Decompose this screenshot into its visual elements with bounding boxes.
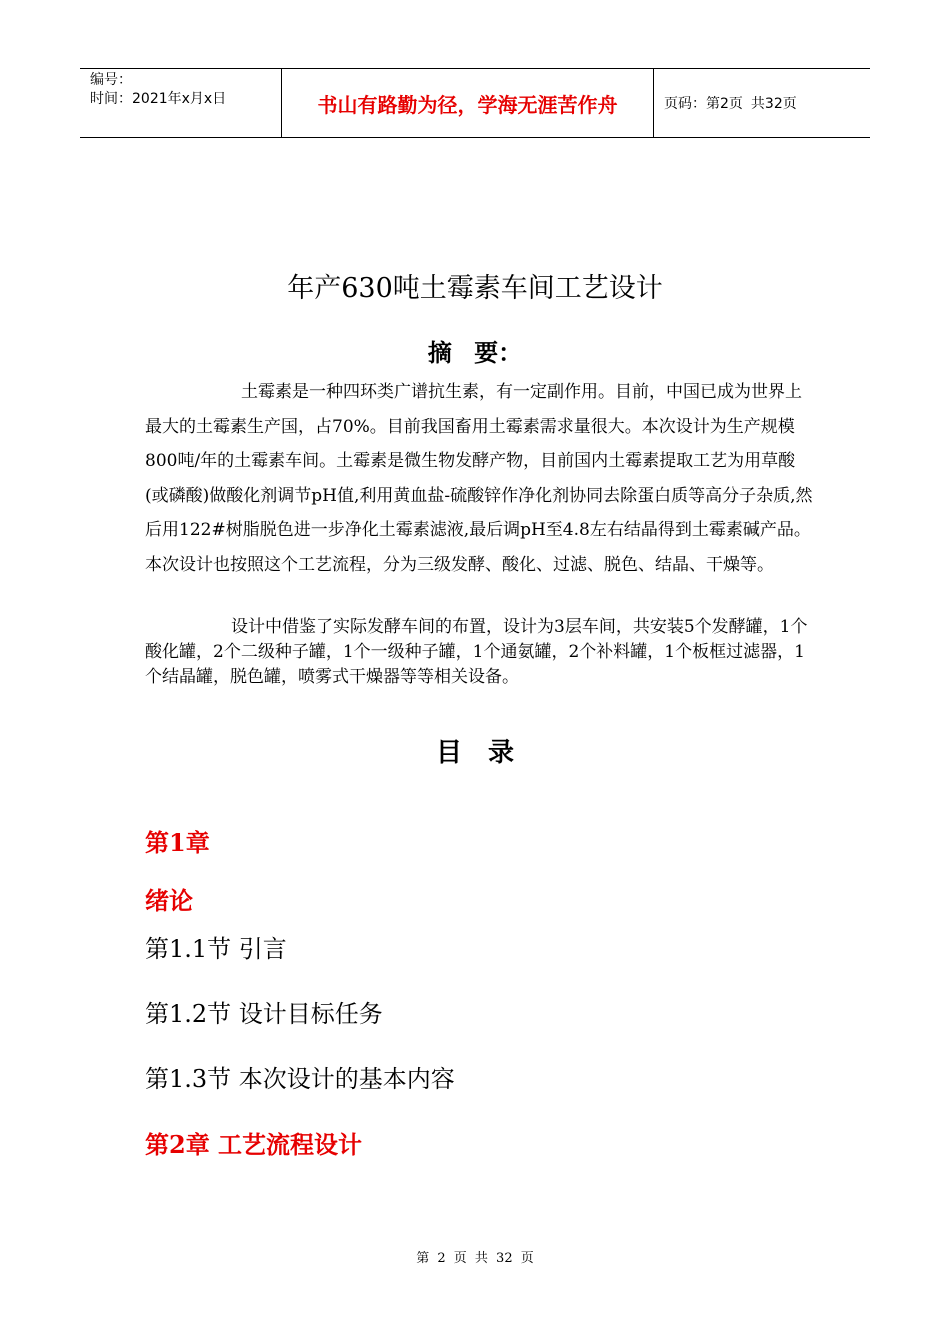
abstract-paragraph-1: 土霉素是一种四环类广谱抗生素，有一定副作用。目前，中国已成为世界上最大的土霉素生产国，占70%。目前我国畜用土霉素需求量很大。本次设计为生产规模800吨/年的土霉素车间。土霉素是微生物发酵产物，目前国内土霉素提取工艺为用草酸(或磷酸)做酸化剂调节pH值,利用黄血盐-硫酸锌作净化剂协同去除蛋白质等高分子杂质,然后用122#树脂脱色进一步净化土霉素滤液,最后调pH至4.8左右结晶得到土霉素碱产品。本次设计也按照这个工艺流程，分为三级发酵、酸化、过滤、脱色、结晶、干燥等。 [145, 382, 813, 575]
document-title: 年产630吨土霉素车间工艺设计 [287, 273, 663, 304]
toc-chapter-2[interactable]: 第2章 工艺流程设计 [145, 1130, 363, 1159]
toc-section-1-3[interactable]: 第1.3节 本次设计的基本内容 [145, 1065, 455, 1093]
toc-section-1-2[interactable]: 第1.2节 设计目标任务 [145, 1000, 383, 1028]
header-number-label: 编号： [90, 72, 132, 88]
toc-heading: 目录 [435, 738, 540, 768]
abstract-paragraph-2: 设计中借鉴了实际发酵车间的布置，设计为3层车间，共安装5个发酵罐，1个酸化罐，2个二级种子罐，1个一级种子罐，1个通氨罐，2个补料罐，1个板框过滤器，1个结晶罐，脱色罐，喷雾式干燥器等等相关设备。 [145, 617, 808, 687]
toc-section-1-1[interactable]: 第1.1节 引言 [145, 935, 287, 963]
abstract-heading: 摘 要： [427, 339, 523, 367]
header-info-cell [80, 69, 282, 137]
page-header [80, 68, 870, 138]
header-page-label: 页码：第2页 [664, 96, 743, 112]
header-total-label: 共32页 [750, 96, 797, 112]
header-time-label: 时间：2021年x月x日 [90, 91, 227, 107]
toc-chapter-1-title[interactable]: 绪论 [145, 886, 193, 915]
page-footer: 第 2 页 共 32 页 [416, 1251, 534, 1266]
header-page-cell [654, 69, 870, 137]
toc-chapter-1[interactable]: 第1章 [145, 828, 210, 857]
header-motto: 书山有路勤为径，学海无涯苦作舟 [282, 69, 654, 137]
